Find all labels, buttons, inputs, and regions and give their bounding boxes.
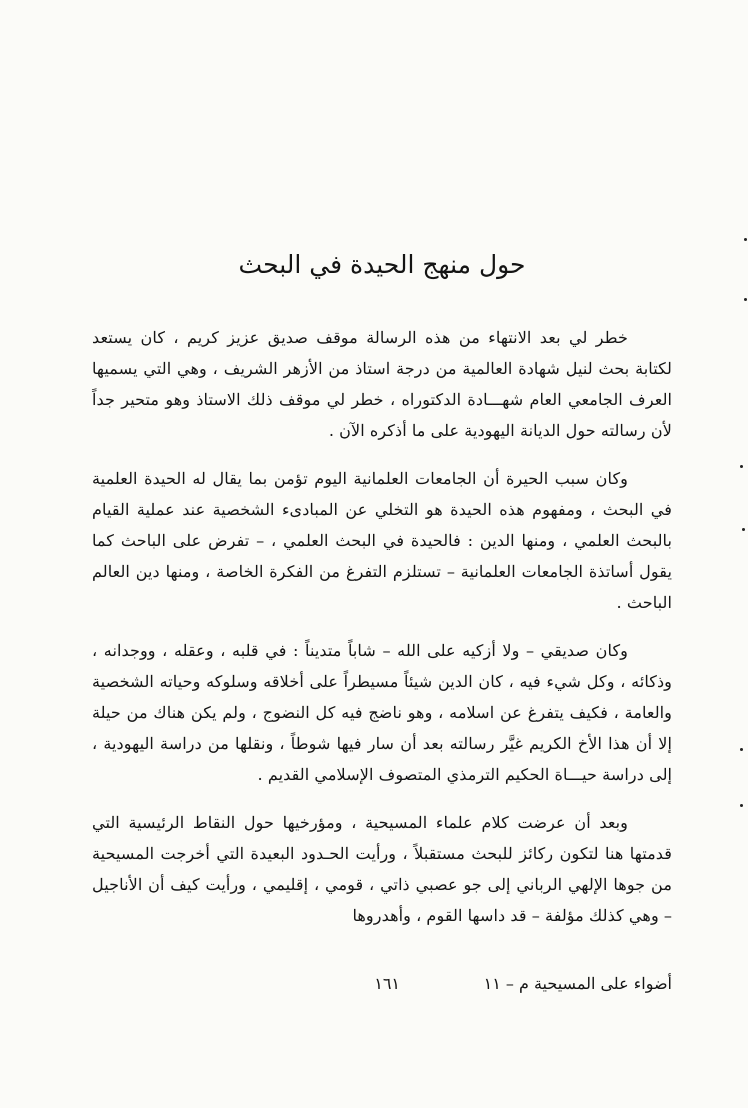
margin-dot (744, 298, 747, 301)
body-text (92, 322, 672, 948)
margin-dot (740, 804, 743, 807)
paragraph: خطر لي بعد الانتهاء من هذه الرسالة موقف صديق عزيز كريم ، كان يستعد لكتابة بحث لنيل شهادة العالمية من درجة استاذ من الأزهر الشريف ، وهي التي يسميها العرف الجامعي العام شهـــادة الدكتوراه ، خطر لي موقف ذلك الاستاذ وهو متحير جداً لأن رسالته حول الديانة اليهودية على ما أذكره الآن . (92, 328, 672, 440)
chapter-title: حول منهج الحيدة في البحث (238, 250, 526, 279)
paragraph: وكان صديقي – ولا أزكيه على الله – شاباً متديناً : في قلبه ، وعقله ، ووجدانه ، وذكائه ، وكل شيء فيه ، كان الدين شيئاً مسيطراً على أخلاقه وسلوكه وحياته الشخصية والعامة ، فكيف يتفرغ عن اسلامه ، وهو ناضج فيه كل النضوج ، ولم يكن هناك من حيلة إلا أن هذا الأخ الكريم غيَّر رسالته بعد أن سار فيها شوطاً ، ونقلها من دراسة اليهودية ، إلى دراسة حيـــاة الحكيم الترمذي المتصوف الإسلامي القديم . (92, 641, 672, 784)
margin-dot (744, 238, 747, 241)
book-page (92, 0, 672, 1108)
margin-dot (740, 748, 743, 751)
page-number: ١٦١ (374, 974, 400, 993)
margin-dot (742, 528, 745, 531)
paragraph: وكان سبب الحيرة أن الجامعات العلمانية اليوم تؤمن بما يقال له الحيدة العلمية في البحث ، ومفهوم هذه الحيدة هو التخلي عن المبادىء الشخصية عند عملية القيام بالبحث العلمي ، ومنها الدين : فالحيدة في البحث العلمي ، – تفرض على الباحث كما يقول أساتذة الجامعات العلمانية – تستلزم التفرغ من الفكرة الخاصة ، ومنها دين العالم الباحث . (92, 469, 672, 612)
margin-dot (740, 465, 743, 468)
book-reference: أضواء على المسيحية م – ١١ (483, 974, 672, 993)
paragraph: وبعد أن عرضت كلام علماء المسيحية ، ومؤرخيها حول النقاط الرئيسية التي قدمتها هنا لتكون ركائز للبحث مستقبلاً ، ورأيت الحـدود البعيدة التي أخرجت المسيحية من جوها الإلهي الرباني إلى جو عصبي ذاتي ، قومي ، إقليمي ، ورأيت كيف أن الأناجيل – وهي كذلك مؤلفة – قد داسها القوم ، وأهدروها (92, 813, 672, 925)
